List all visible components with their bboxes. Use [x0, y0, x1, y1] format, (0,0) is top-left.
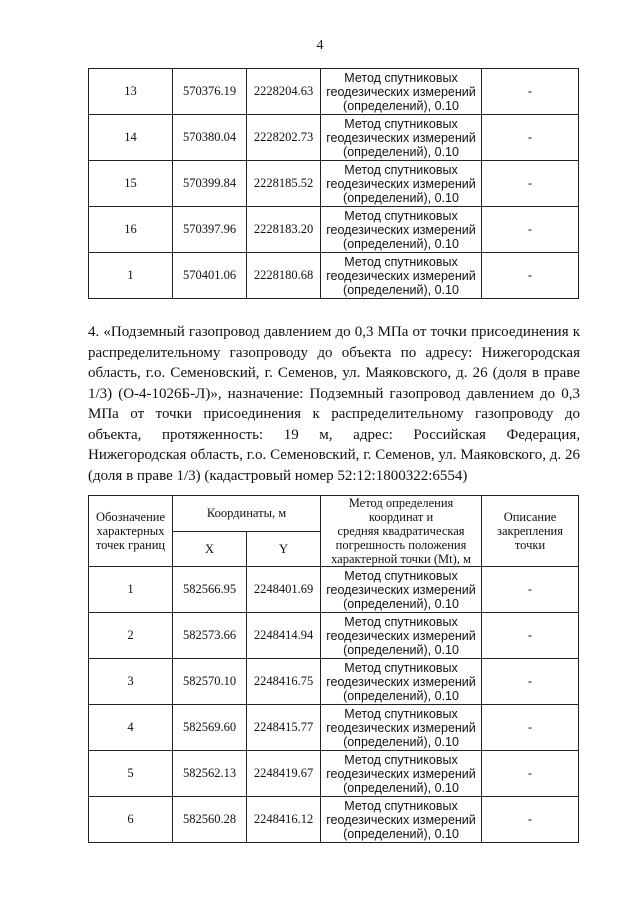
cell-point: 15 — [89, 161, 173, 207]
cell-y: 2228202.73 — [247, 115, 321, 161]
cell-method: Метод спутниковых геодезических измерений (определений), 0.10 — [321, 161, 482, 207]
header-fixing: Описание закрепления точки — [482, 496, 579, 567]
cell-x: 570376.19 — [173, 69, 247, 115]
cell-method: Метод спутниковых геодезических измерений (определений), 0.10 — [321, 253, 482, 299]
table-row — [89, 613, 579, 659]
cell-y: 2248416.75 — [247, 659, 321, 705]
cell-method: Метод спутниковых геодезических измерений (определений), 0.10 — [321, 659, 482, 705]
cell-method: Метод спутниковых геодезических измерений (определений), 0.10 — [321, 207, 482, 253]
cell-x: 582566.95 — [173, 567, 247, 613]
cell-point: 6 — [89, 797, 173, 843]
cell-method: Метод спутниковых геодезических измерений (определений), 0.10 — [321, 69, 482, 115]
cell-fixing: - — [482, 797, 579, 843]
coordinates-table — [88, 495, 579, 843]
header-y: Y — [247, 531, 321, 567]
cell-fixing: - — [482, 705, 579, 751]
coordinates-table-body — [89, 567, 579, 843]
cell-x: 570401.06 — [173, 253, 247, 299]
cell-point: 4 — [89, 705, 173, 751]
header-coordinates: Координаты, м — [173, 496, 321, 532]
cell-fixing: - — [482, 69, 579, 115]
header-x: X — [173, 531, 247, 567]
cell-fixing: - — [482, 659, 579, 705]
cell-fixing: - — [482, 253, 579, 299]
table-row — [89, 207, 579, 253]
cell-point: 5 — [89, 751, 173, 797]
cell-method: Метод спутниковых геодезических измерений (определений), 0.10 — [321, 567, 482, 613]
cell-x: 582560.28 — [173, 797, 247, 843]
cell-y: 2248414.94 — [247, 613, 321, 659]
object-description-paragraph: 4. «Подземный газопровод давлением до 0,3 МПа от точки присоединения к распределительному газопроводу до объекта по адресу: Нижегородская область, г.о. Семеновский, г. Семенов, ул. Маяковского, д. 26 (доля в праве 1/3) (О-4-1026Б-Л)», назначение: Подземный газопровод давлением до 0,3 МПа от точки присоединения к распределительному газопроводу до объекта, протяженность: 19 м, адрес: Российская Федерация, Нижегородская область, г.о. Семеновский, г. Семенов, ул. Маяковского, д. 26 (доля в праве 1/3) (кадастровый номер 52:12:1800322:6554) — [88, 324, 580, 484]
coordinates-table-header — [89, 496, 579, 567]
table-row — [89, 659, 579, 705]
cell-point: 16 — [89, 207, 173, 253]
cell-fixing: - — [482, 115, 579, 161]
cell-y: 2248415.77 — [247, 705, 321, 751]
cell-fixing: - — [482, 567, 579, 613]
cell-y: 2228180.68 — [247, 253, 321, 299]
cell-point: 1 — [89, 567, 173, 613]
table-row — [89, 161, 579, 207]
cell-method: Метод спутниковых геодезических измерений (определений), 0.10 — [321, 705, 482, 751]
cell-x: 582562.13 — [173, 751, 247, 797]
table-row — [89, 567, 579, 613]
cell-fixing: - — [482, 207, 579, 253]
table-row — [89, 69, 579, 115]
cell-x: 570399.84 — [173, 161, 247, 207]
cell-fixing: - — [482, 751, 579, 797]
cell-fixing: - — [482, 161, 579, 207]
coordinates-table-body — [89, 69, 579, 299]
cell-x: 582573.66 — [173, 613, 247, 659]
cell-point: 14 — [89, 115, 173, 161]
cell-y: 2228185.52 — [247, 161, 321, 207]
table-row — [89, 253, 579, 299]
cell-point: 13 — [89, 69, 173, 115]
table-row — [89, 797, 579, 843]
cell-point: 3 — [89, 659, 173, 705]
cell-method: Метод спутниковых геодезических измерений (определений), 0.10 — [321, 751, 482, 797]
table-row — [89, 751, 579, 797]
cell-method: Метод спутниковых геодезических измерений (определений), 0.10 — [321, 797, 482, 843]
cell-y: 2228204.63 — [247, 69, 321, 115]
cell-x: 582570.10 — [173, 659, 247, 705]
cell-y: 2248416.12 — [247, 797, 321, 843]
cell-x: 582569.60 — [173, 705, 247, 751]
cell-y: 2248401.69 — [247, 567, 321, 613]
coordinates-table-continued — [88, 68, 579, 299]
header-method: Метод определения координат и средняя квадратическая погрешность положения характерной точки (Mt), м — [321, 496, 482, 567]
cell-method: Метод спутниковых геодезических измерений (определений), 0.10 — [321, 613, 482, 659]
header-point: Обозначение характерных точек границ — [89, 496, 173, 567]
cell-y: 2248419.67 — [247, 751, 321, 797]
cell-point: 1 — [89, 253, 173, 299]
table-row — [89, 705, 579, 751]
cell-x: 570380.04 — [173, 115, 247, 161]
table-row — [89, 115, 579, 161]
cell-x: 570397.96 — [173, 207, 247, 253]
page-number: 4 — [316, 38, 324, 53]
cell-point: 2 — [89, 613, 173, 659]
cell-y: 2228183.20 — [247, 207, 321, 253]
cell-fixing: - — [482, 613, 579, 659]
cell-method: Метод спутниковых геодезических измерений (определений), 0.10 — [321, 115, 482, 161]
